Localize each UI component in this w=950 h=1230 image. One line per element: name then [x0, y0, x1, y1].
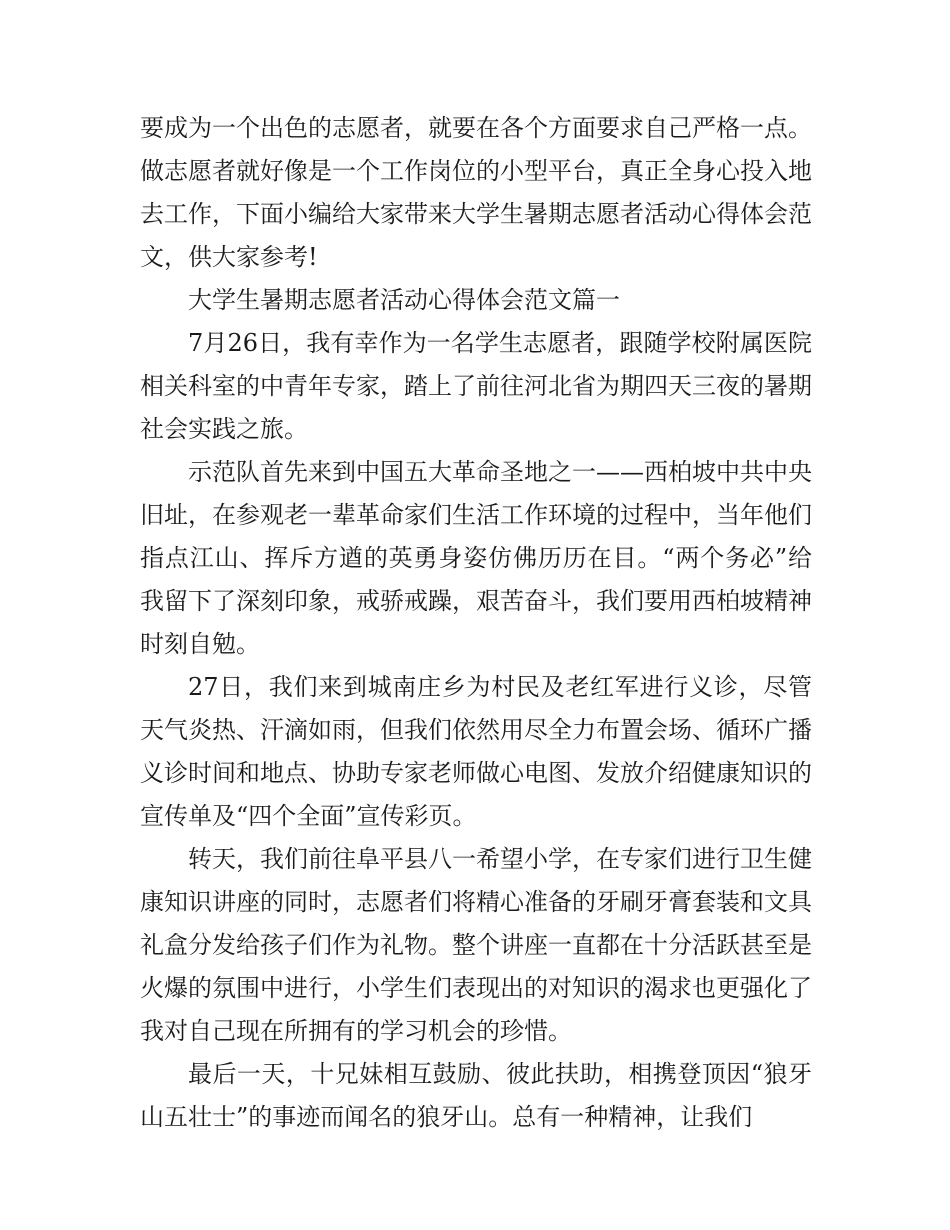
paragraph: 示范队首先来到中国五大革命圣地之一——西柏坡中共中央旧址，在参观老一辈革命家们生活工作环境的过程中，当年他们指点江山、挥斥方遒的英勇身姿仿佛历历在目。“两个务必”给我留下了深刻印象，戒骄戒躁，艰苦奋斗，我们要用西柏坡精神时刻自勉。 [140, 458, 812, 658]
paragraph: 转天，我们前往阜平县八一希望小学，在专家们进行卫生健康知识讲座的同时，志愿者们将精心准备的牙刷牙膏套装和文具礼盒分发给孩子们作为礼物。整个讲座一直都在十分活跃甚至是火爆的氛围中进行，小学生们表现出的对知识的渴求也更强化了我对自己现在所拥有的学习机会的珍惜。 [140, 845, 812, 1045]
paragraph: 最后一天，十兄妹相互鼓励、彼此扶助，相携登顶因“狼牙山五壮士”的事迹而闻名的狼牙山。总有一种精神，让我们 [140, 1060, 812, 1131]
paragraph: 7月26日，我有幸作为一名学生志愿者，跟随学校附属医院相关科室的中青年专家，踏上了前往河北省为期四天三夜的暑期社会实践之旅。 [140, 329, 812, 443]
document-body [140, 107, 812, 1139]
intro-paragraph: 要成为一个出色的志愿者，就要在各个方面要求自己严格一点。做志愿者就好像是一个工作岗位的小型平台，真正全身心投入地去工作，下面小编给大家带来大学生暑期志愿者活动心得体会范文，供大家参考! [140, 114, 812, 271]
section-heading: 大学生暑期志愿者活动心得体会范文篇一 [188, 286, 620, 314]
paragraph: 27日，我们来到城南庄乡为村民及老红军进行义诊，尽管天气炎热、汗滴如雨，但我们依然用尽全力布置会场、循环广播义诊时间和地点、协助专家老师做心电图、发放介绍健康知识的宣传单及“四个全面”宣传彩页。 [140, 673, 812, 830]
